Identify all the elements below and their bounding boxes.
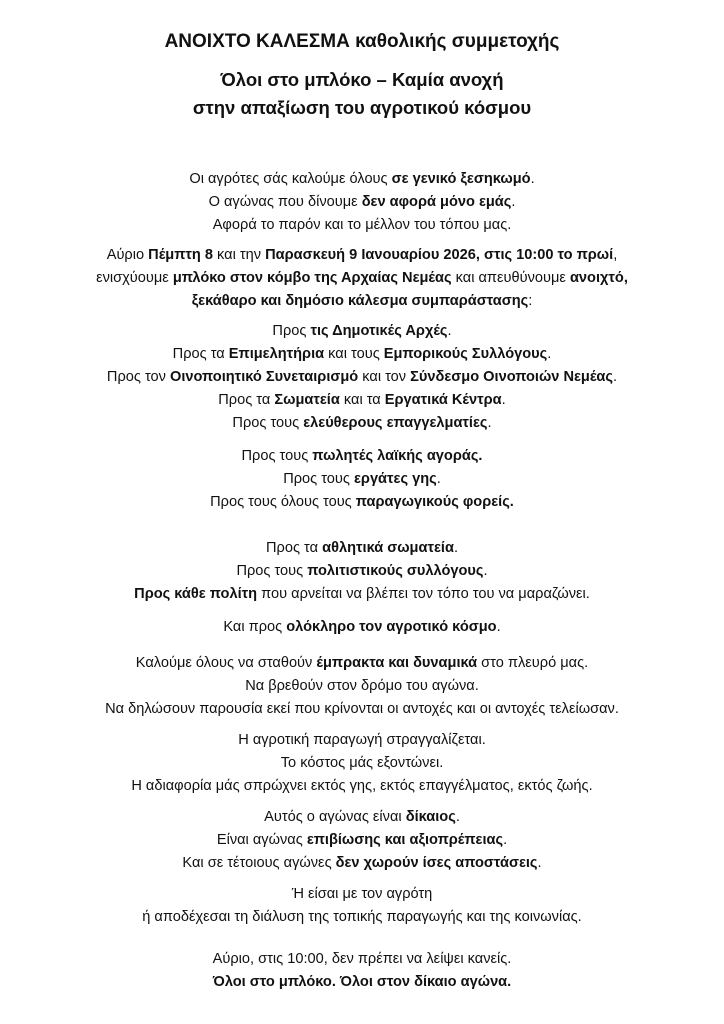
- emphasis-text: δεν αφορά μόνο εμάς: [361, 194, 512, 210]
- plain-text: Αύριο, στις 10:00, δεν πρέπει να λείψει κανείς.: [212, 951, 512, 967]
- plain-text: Προς τους όλους τους: [210, 494, 356, 510]
- plain-text: .: [453, 540, 458, 556]
- plain-text: που αρνείται να βλέπει τον τόπο του να μαραζώνει.: [257, 586, 590, 602]
- plain-text: .: [537, 855, 542, 871]
- plain-text: Προς τα: [218, 392, 275, 408]
- plain-text: .: [511, 194, 516, 210]
- emphasis-text: τις Δημοτικές Αρχές: [310, 323, 448, 339]
- text-line: [0, 829, 724, 852]
- plain-text: Είναι αγώνας: [216, 832, 307, 848]
- emphasis-text: Παρασκευή 9 Ιανουαρίου 2026, στις 10:00 το πρωί: [265, 247, 614, 263]
- text-line: [0, 616, 724, 639]
- emphasis-text: Όλοι στο μπλόκο. Όλοι στον δίκαιο αγώνα.: [212, 974, 512, 990]
- section-blockade-announcement: [0, 244, 724, 313]
- plain-text: και τους: [324, 346, 384, 362]
- plain-text: Προς τα: [172, 346, 229, 362]
- emphasis-text: σε γενικό ξεσηκωμό: [391, 171, 531, 187]
- plain-text: Και προς: [223, 619, 287, 635]
- plain-text: :: [528, 293, 533, 309]
- document-subtitle: [0, 66, 724, 122]
- plain-text: και τον: [358, 369, 411, 385]
- emphasis-text: ολόκληρο τον αγροτικό κόσμο: [286, 619, 497, 635]
- text-line: [0, 752, 724, 775]
- text-line: [0, 244, 724, 267]
- emphasis-text: ελεύθερους επαγγελματίες: [303, 415, 488, 431]
- emphasis-text: Εμπορικούς Συλλόγους: [383, 346, 548, 362]
- text-line: [0, 412, 724, 435]
- plain-text: Και σε τέτοιους αγώνες: [182, 855, 336, 871]
- text-line: [0, 852, 724, 875]
- plain-text: και απευθύνουμε: [451, 270, 570, 286]
- text-line: [0, 389, 724, 412]
- section-choice: [0, 883, 724, 929]
- plain-text: ή αποδέχεσαι τη διάλυση της τοπικής παραγωγής και της κοινωνίας.: [142, 909, 582, 925]
- text-line: [0, 948, 724, 971]
- text-line: [0, 168, 724, 191]
- plain-text: Αυτός ο αγώνας είναι: [264, 809, 406, 825]
- text-line: [0, 445, 724, 468]
- emphasis-text: ανοιχτό,: [569, 270, 628, 286]
- section-just-struggle: [0, 806, 724, 875]
- plain-text: .: [530, 171, 535, 187]
- emphasis-text: Σωματεία: [274, 392, 340, 408]
- emphasis-text: δεν χωρούν ίσες αποστάσεις: [335, 855, 538, 871]
- text-line: [0, 652, 724, 675]
- plain-text: Καλούμε όλους να σταθούν: [135, 655, 317, 671]
- plain-text: Προς τους: [241, 448, 313, 464]
- text-line: [0, 775, 724, 798]
- section-addressees-society: [0, 537, 724, 606]
- emphasis-text: Επιμελητήρια: [228, 346, 325, 362]
- document-title: ΑΝΟΙΧΤΟ ΚΑΛΕΣΜΑ καθολικής συμμετοχής: [164, 31, 560, 52]
- plain-text: Να δηλώσουν παρουσία εκεί που κρίνονται οι αντοχές και οι αντοχές τελείωσαν.: [105, 701, 619, 717]
- plain-text: Προς τους: [283, 471, 354, 487]
- subtitle-line: Όλοι στο μπλόκο – Καμία ανοχή: [220, 69, 504, 90]
- emphasis-text: επιβίωσης και αξιοπρέπειας: [306, 832, 504, 848]
- emphasis-text: ξεκάθαρο και δημόσιο κάλεσμα συμπαράστασης: [191, 293, 529, 309]
- plain-text: Οι αγρότες σάς καλούμε όλους: [189, 171, 392, 187]
- text-line: [0, 366, 724, 389]
- emphasis-text: Εργατικά Κέντρα: [384, 392, 502, 408]
- plain-text: ,: [613, 247, 618, 263]
- plain-text: .: [447, 323, 452, 339]
- emphasis-text: Πέμπτη 8: [148, 247, 213, 263]
- text-line: [0, 698, 724, 721]
- text-line: [0, 675, 724, 698]
- plain-text: .: [501, 392, 506, 408]
- text-line: [0, 267, 724, 290]
- emphasis-text: Προς κάθε πολίτη: [134, 586, 258, 602]
- plain-text: Προς: [272, 323, 311, 339]
- text-line: [0, 560, 724, 583]
- emphasis-text: εργάτες γης: [353, 471, 437, 487]
- text-line: [0, 806, 724, 829]
- text-line: [0, 191, 724, 214]
- plain-text: .: [613, 369, 618, 385]
- plain-text: .: [503, 832, 508, 848]
- emphasis-text: έμπρακτα και δυναμικά: [316, 655, 478, 671]
- plain-text: στο πλευρό μας.: [477, 655, 589, 671]
- plain-text: Να βρεθούν στον δρόμο του αγώνα.: [245, 678, 479, 694]
- plain-text: Το κόστος μάς εξοντώνει.: [280, 755, 444, 771]
- emphasis-text: δίκαιος: [405, 809, 456, 825]
- section-rural-world: [0, 616, 724, 639]
- plain-text: ενισχύουμε: [96, 270, 173, 286]
- emphasis-text: πολιτιστικούς συλλόγους: [307, 563, 484, 579]
- section-addressees-institutions: [0, 320, 724, 435]
- text-line: [0, 883, 724, 906]
- plain-text: .: [436, 471, 441, 487]
- plain-text: και την: [212, 247, 266, 263]
- emphasis-text: παραγωγικούς φορείς.: [355, 494, 514, 510]
- plain-text: .: [547, 346, 552, 362]
- plain-text: Ο αγώνας που δίνουμε: [208, 194, 362, 210]
- plain-text: .: [496, 619, 501, 635]
- text-line: [0, 468, 724, 491]
- plain-text: .: [487, 415, 492, 431]
- text-line: [0, 537, 724, 560]
- section-crisis: [0, 729, 724, 798]
- text-line: [0, 971, 724, 994]
- text-line: [0, 583, 724, 606]
- plain-text: Η αγροτική παραγωγή στραγγαλίζεται.: [238, 732, 486, 748]
- text-line: [0, 729, 724, 752]
- text-line: [0, 320, 724, 343]
- text-line: [0, 290, 724, 313]
- emphasis-text: αθλητικά σωματεία: [322, 540, 454, 556]
- plain-text: Ή είσαι με τον αγρότη: [291, 886, 433, 902]
- emphasis-text: Σύνδεσμο Οινοποιών Νεμέας: [410, 369, 613, 385]
- text-line: [0, 343, 724, 366]
- plain-text: Προς τους: [232, 415, 304, 431]
- section-call-to-action: [0, 652, 724, 721]
- plain-text: και τα: [339, 392, 385, 408]
- plain-text: Αφορά το παρόν και το μέλλον του τόπου μας.: [212, 217, 512, 233]
- emphasis-text: πωλητές λαϊκής αγοράς.: [312, 448, 483, 464]
- plain-text: Αύριο: [106, 247, 149, 263]
- plain-text: Προς τον: [106, 369, 170, 385]
- text-line: [0, 906, 724, 929]
- plain-text: Η αδιαφορία μάς σπρώχνει εκτός γης, εκτός επαγγέλματος, εκτός ζωής.: [131, 778, 593, 794]
- plain-text: .: [483, 563, 488, 579]
- section-addressees-producers: [0, 445, 724, 514]
- text-line: [0, 214, 724, 237]
- plain-text: Προς τα: [266, 540, 323, 556]
- subtitle-line: στην απαξίωση του αγροτικού κόσμου: [192, 97, 532, 118]
- plain-text: Προς τους: [236, 563, 308, 579]
- emphasis-text: μπλόκο στον κόμβο της Αρχαίας Νεμέας: [172, 270, 452, 286]
- text-line: [0, 491, 724, 514]
- section-uprising: [0, 168, 724, 237]
- emphasis-text: Οινοποιητικό Συνεταιρισμό: [170, 369, 359, 385]
- section-closing: [0, 948, 724, 994]
- plain-text: .: [455, 809, 460, 825]
